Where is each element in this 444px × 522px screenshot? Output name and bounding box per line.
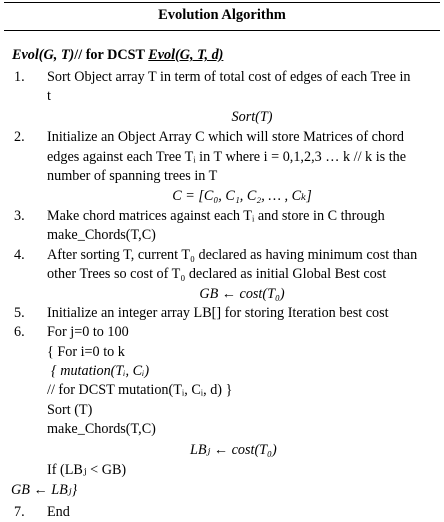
step-text: Initialize an Object Array C which will store Matrices of chord [47, 129, 404, 145]
step-text: Initialize an integer array LB[] for storing Iteration best cost [47, 305, 389, 321]
formula-lb: LBⱼ ← cost(T₀) [190, 442, 277, 458]
step-text: number of spanning trees in T [47, 168, 218, 184]
loop-outer: { For i=0 to k [47, 344, 125, 360]
formula-sort: Sort(T) [231, 109, 273, 125]
step-number: 3. [14, 208, 25, 224]
step-text: make_Chords(T,C) [47, 227, 156, 243]
step-text: Make chord matrices against each Tᵢ and store in C through [47, 208, 385, 224]
loop-if: If (LBⱼ < GB) [47, 462, 127, 478]
step-text: For j=0 to 100 [47, 324, 129, 340]
step-number: 2. [14, 129, 25, 145]
loop-make-chords: make_Chords(T,C) [47, 421, 156, 437]
title-rule [4, 30, 440, 31]
top-rule [4, 2, 440, 3]
step-number: 6. [14, 324, 25, 340]
step-text: edges against each Tree Tᵢ in T where i = 0,1,2,3 … k // k is the [47, 149, 407, 165]
step-number: 4. [14, 247, 25, 263]
step-text: Sort Object array T in term of total cost of edges of each Tree in [47, 69, 411, 85]
step-text: t [47, 88, 51, 104]
signature-func: Evol(G, T) [12, 47, 75, 63]
algorithm-title: Evolution Algorithm [158, 7, 286, 23]
step-number: 5. [14, 305, 25, 321]
signature-func-dcst: Evol(G, T, d) [148, 47, 224, 63]
step-number: 1. [14, 69, 25, 85]
formula-gb-init: GB ← cost(T₀) [199, 286, 285, 302]
loop-mutation: { mutation(Tᵢ, Cᵢ) [51, 363, 150, 379]
step-text: After sorting T, current T₀ declared as having minimum cost than [47, 247, 418, 263]
step-text: other Trees so cost of T₀ declared as initial Global Best cost [47, 266, 387, 282]
loop-sort: Sort (T) [47, 402, 93, 418]
loop-dcst-comment: // for DCST mutation(Tᵢ, Cᵢ, d) } [47, 382, 233, 398]
formula-chord-array: C = [C₀, C₁, C₂, … , Cₖ] [172, 188, 312, 204]
signature-line [12, 46, 223, 64]
step-number: 7. [14, 504, 25, 520]
loop-gb-update: GB ← LBⱼ} [11, 482, 78, 498]
step-text: End [47, 504, 70, 520]
signature-comment: // for DCST [74, 47, 149, 63]
